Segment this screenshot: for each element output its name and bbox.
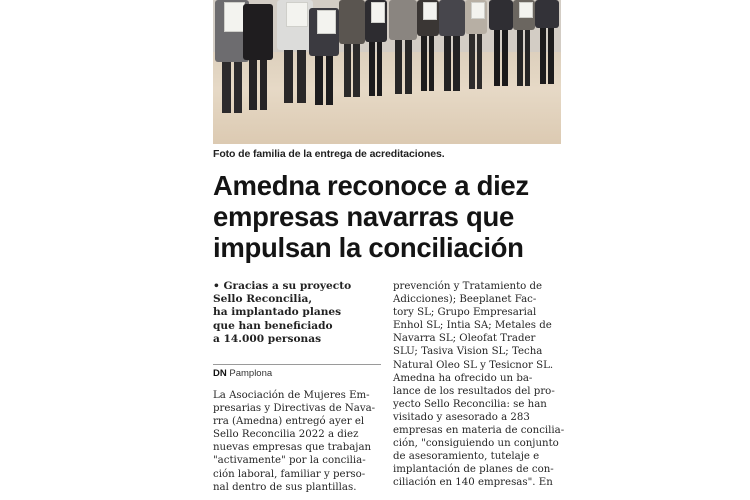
headline-line: empresas navarras que bbox=[213, 201, 514, 232]
body-line: empresas en materia de concilia- bbox=[393, 425, 565, 437]
lead-line: Sello Reconcilia, bbox=[213, 293, 313, 306]
photo-caption: Foto de familia de la entrega de acreditaciones. bbox=[213, 148, 445, 160]
body-line: ciliación en 140 empresas". En bbox=[393, 477, 553, 489]
lead-line: a 14.000 personas bbox=[213, 332, 322, 345]
body-line: prevención y Tratamiento de bbox=[393, 281, 543, 292]
article-body-right bbox=[393, 280, 563, 490]
body-line: ción laboral, familiar y perso- bbox=[213, 468, 366, 480]
body-line: Amedna ha ofrecido un ba- bbox=[393, 372, 533, 384]
body-line: de asesoramiento, tutelaje e bbox=[393, 451, 540, 463]
body-line: rra (Amedna) entregó ayer el bbox=[213, 416, 365, 428]
body-line: La Asociación de Mujeres Em- bbox=[213, 390, 370, 401]
body-line: nal dentro de sus plantillas. bbox=[213, 481, 357, 493]
lead-line: • Gracias a su proyecto bbox=[213, 280, 352, 292]
body-line: ción, "consiguiendo un conjunto bbox=[393, 438, 559, 450]
byline-place: Pamplona bbox=[229, 368, 273, 379]
lead-summary bbox=[213, 280, 381, 346]
byline-divider bbox=[213, 364, 381, 365]
body-line: tory SL; Grupo Empresarial bbox=[393, 307, 537, 319]
body-line: SLU; Tasiva Vision SL; Techa bbox=[393, 346, 543, 358]
body-line: nuevas empresas que trabajan bbox=[213, 442, 372, 454]
body-line: Enhol SL; Intia SA; Metales de bbox=[393, 320, 552, 332]
body-line: Natural Oleo SL y Tesicnor SL. bbox=[393, 359, 554, 371]
lead-line: ha implantado planes bbox=[213, 306, 342, 319]
body-line: Navarra SL; Oleofat Trader bbox=[393, 333, 536, 345]
body-line: implantación de planes de con- bbox=[393, 464, 554, 476]
byline bbox=[213, 368, 272, 379]
body-line: yecto Sello Reconcilia: se han bbox=[393, 398, 547, 410]
group-photo bbox=[213, 0, 561, 144]
byline-outlet: DN bbox=[213, 368, 227, 379]
body-line: Sello Reconcilia 2022 a diez bbox=[213, 429, 359, 441]
article-body-left bbox=[213, 389, 381, 494]
lead-line: que han beneficiado bbox=[213, 319, 333, 332]
body-line: presarias y Directivas de Nava- bbox=[213, 403, 376, 415]
body-line: Adicciones); Beeplanet Fac- bbox=[393, 294, 537, 306]
headline-line: impulsan la conciliación bbox=[213, 232, 524, 263]
body-line: visitado y asesorado a 283 bbox=[393, 411, 530, 423]
body-line: "activamente" por la concilia- bbox=[213, 455, 366, 467]
body-line: lance de los resultados del pro- bbox=[393, 385, 555, 397]
headline bbox=[213, 170, 573, 263]
headline-line: Amedna reconoce a diez bbox=[213, 170, 529, 201]
